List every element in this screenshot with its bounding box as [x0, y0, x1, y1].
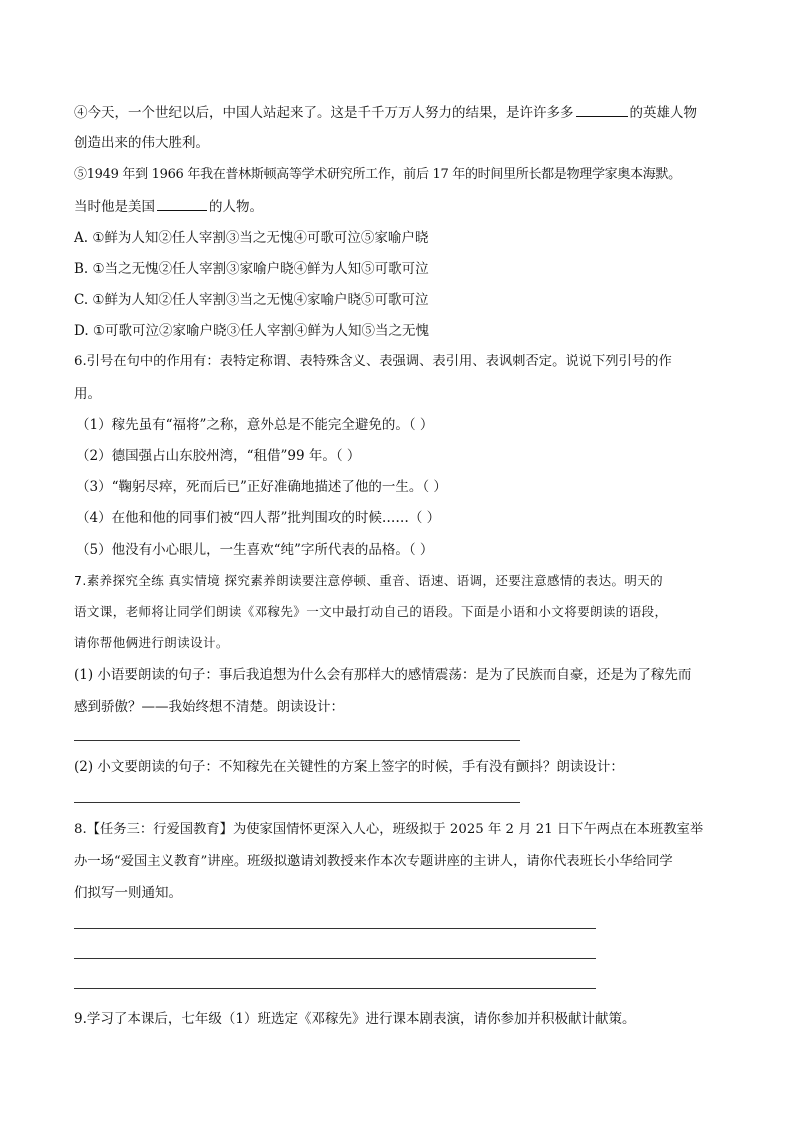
q5-text-b: 的人物。: [209, 199, 263, 215]
q6-item-1: （1）稼先虽有“福将”之称，意外总是不能完全避免的。（ ）: [76, 417, 434, 433]
q6-line-1: 6.引号在句中的作用有：表特定称谓、表特殊含义、表强调、表引用、表讽刺否定。说说下列引号的作: [74, 354, 672, 369]
option-a: A. ①鲜为人知②任人宰割③当之无愧④可歌可泣⑤家喻户晓: [74, 230, 429, 246]
fill-blank[interactable]: [157, 196, 207, 211]
q9-line-1: 9.学习了本课后，七年级（1）班选定《邓稼先》进行课本剧表演，请你参加并积极献计献策。: [74, 1011, 636, 1027]
q7-sub1-line-1: (1) 小语要朗读的句子：事后我追想为什么会有那样大的感情震荡：是为了民族而自豪，还是为了稼先而: [74, 667, 692, 683]
q6-item-5: （5）他没有小心眼儿，一生喜欢“纯”字所代表的品格。（ ）: [76, 542, 434, 558]
answer-line[interactable]: [74, 802, 520, 803]
q6-item-4: （4）在他和他的同事们被“四人帮”批判围攻的时候……（ ）: [76, 510, 441, 526]
q5-line-1: ⑤1949 年到 1966 年我在普林斯顿高等学术研究所工作，前后 17 年的时间里所长都是物理学家奥本海默。: [74, 167, 681, 182]
q7-sub1-line-2: 感到骄傲？——我始终想不清楚。朗读设计：: [74, 699, 344, 715]
answer-line[interactable]: [74, 928, 596, 929]
q7-line-3: 请你帮他俩进行朗读设计。: [74, 635, 229, 650]
q8-line-1: 8.【任务三：行爱国教育】为使家国情怀更深入人心，班级拟于 2025 年 2 月 21 日下午两点在本班教室举: [74, 822, 704, 837]
q8-line-3: 们拟写一则通知。: [74, 885, 182, 901]
q4-text-a: ④今天，一个世纪以后，中国人站起来了。这是千千万万人努力的结果，是许许多多: [74, 105, 574, 121]
q8-line-2: 办一场“爱国主义教育”讲座。班级拟邀请刘教授来作本次专题讲座的主讲人，请你代表班长小华给同学: [74, 854, 673, 869]
fill-blank[interactable]: [576, 102, 628, 117]
q4-line-1: [74, 102, 697, 123]
answer-line[interactable]: [74, 988, 596, 989]
option-b: B. ①当之无愧②任人宰割③家喻户晓④鲜为人知⑤可歌可泣: [74, 261, 429, 277]
q7-line-1: 7.素养探究全练 真实情境 探究素养朗读要注意停顿、重音、语速、语调，还要注意感情的表达。明天的: [74, 573, 664, 588]
q4-line-2: 创造出来的伟大胜利。: [74, 135, 209, 151]
q4-text-b: 的英雄人物: [629, 105, 697, 121]
q6-line-2: 用。: [74, 386, 101, 402]
option-d: D. ①可歌可泣②家喻户晓③任人宰割④鲜为人知⑤当之无愧: [74, 323, 430, 339]
answer-line[interactable]: [74, 740, 520, 741]
q6-item-2: （2）德国强占山东胶州湾，“租借”99 年。（ ）: [76, 448, 361, 464]
q7-line-2: 语文课，老师将让同学们朗读《邓稼先》一文中最打动自己的语段。下面是小语和小文将要朗读的语段，: [74, 604, 668, 619]
answer-line[interactable]: [74, 958, 596, 959]
q6-item-3: （3）“鞠躬尽瘁，死而后已”正好准确地描述了他的一生。（ ）: [76, 479, 447, 495]
q5-line-2: [74, 196, 263, 217]
q5-text-a: 当时他是美国: [74, 199, 155, 215]
q7-sub2-line: (2) 小文要朗读的句子：不知稼先在关键性的方案上签字的时候，手有没有颤抖？朗读设计：: [74, 759, 624, 775]
option-c: C. ①鲜为人知②任人宰割③当之无愧④家喻户晓⑤可歌可泣: [74, 292, 429, 308]
